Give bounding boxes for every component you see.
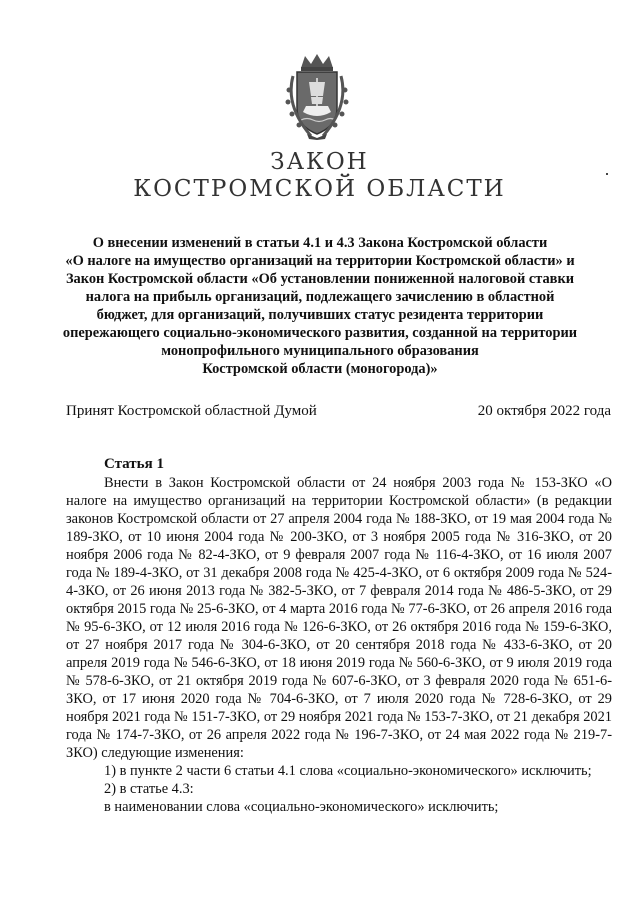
heading-line: О внесении изменений в статьи 4.1 и 4.3 Закона Костромской области [92,235,548,251]
article-item-1: 1) в пункте 2 части 6 статьи 4.1 слова «социально-экономического» исключить; [104,763,592,779]
law-title-line1: ЗАКОН [270,149,369,175]
article-body [66,474,612,816]
law-title-line2: КОСТРОМСКОЙ ОБЛАСТИ [133,176,506,202]
coat-of-arms-emblem [281,50,353,140]
adoption-line [66,403,611,420]
heading-line: Закон Костромской области «Об установлении пониженной налоговой ставки [65,271,575,287]
heading-line: налога на прибыль организаций, подлежащего зачислению в областной [85,289,555,305]
heading-line: Костромской области (моногорода)» [202,361,438,377]
heading-line: монопрофильного муниципального образования [161,343,479,359]
heading-line: опережающего социально-экономического развития, созданной на территории [62,325,578,341]
adopted-by: Принят Костромской областной Думой [66,403,317,419]
article-intro: Внести в Закон Костромской области от 24 ноября 2003 года № 153-ЗКО «О налоге на имущество организаций на территории Костромской области» (в редакции законов Костромской области от 27 апреля 2004 года № 188-ЗКО, от 19 мая 2004 года № 189-ЗКО, от 10 июня 2004 года № 200-ЗКО, от 3 ноября 2005 года № 316-ЗКО, от 20 ноября 2006 года № 82-4-ЗКО, от 9 февраля 2007 года № 116-4-ЗКО, от 16 июля 2007 года № 189-4-ЗКО, от 31 декабря 2008 года № 425-4-ЗКО, от 6 октября 2009 года № 524-4-ЗКО, от 26 июня 2013 года № 382-5-ЗКО, от 7 февраля 2014 года № 486-5-ЗКО, от 29 октября 2015 года № 25-6-ЗКО, от 4 марта 2016 года № 77-6-ЗКО, от 26 апреля 2016 года № 95-6-ЗКО, от 12 июля 2016 года № 126-6-ЗКО, от 26 октября 2016 года № 159-6-ЗКО, от 27 ноября 2017 года № 304-6-ЗКО, от 20 сентября 2018 года № 433-6-ЗКО, от 20 апреля 2019 года № 546-6-ЗКО, от 18 июня 2019 года № 560-6-ЗКО, от 9 июля 2019 года № 578-6-ЗКО, от 21 октября 2019 года № 607-6-ЗКО, от 3 февраля 2020 года № 651-6-ЗКО, от 17 июня 2020 года № 704-6-ЗКО, от 7 июля 2020 года № 728-6-ЗКО, от 29 ноября 2021 года № 151-7-ЗКО, от 29 ноября 2021 года № 153-7-ЗКО, от 21 декабря 2021 года № 174-7-ЗКО, от 26 апреля 2022 года № 196-7-ЗКО, от 24 мая 2022 года № 219-7-ЗКО) следующие изменения: [66,475,612,761]
heading-line: бюджет, для организаций, получивших статус резидента территории [96,307,544,323]
article-item-2: 2) в статье 4.3: [104,781,194,797]
heading-line: «О налоге на имущество организаций на территории Костромской области» и [65,253,575,269]
article-title: Статья 1 [104,456,164,472]
law-heading [60,234,580,378]
adoption-date: 20 октября 2022 года [477,403,611,419]
stray-mark [606,173,608,175]
article-item-2-text: в наименовании слова «социально-экономического» исключить; [104,799,499,815]
